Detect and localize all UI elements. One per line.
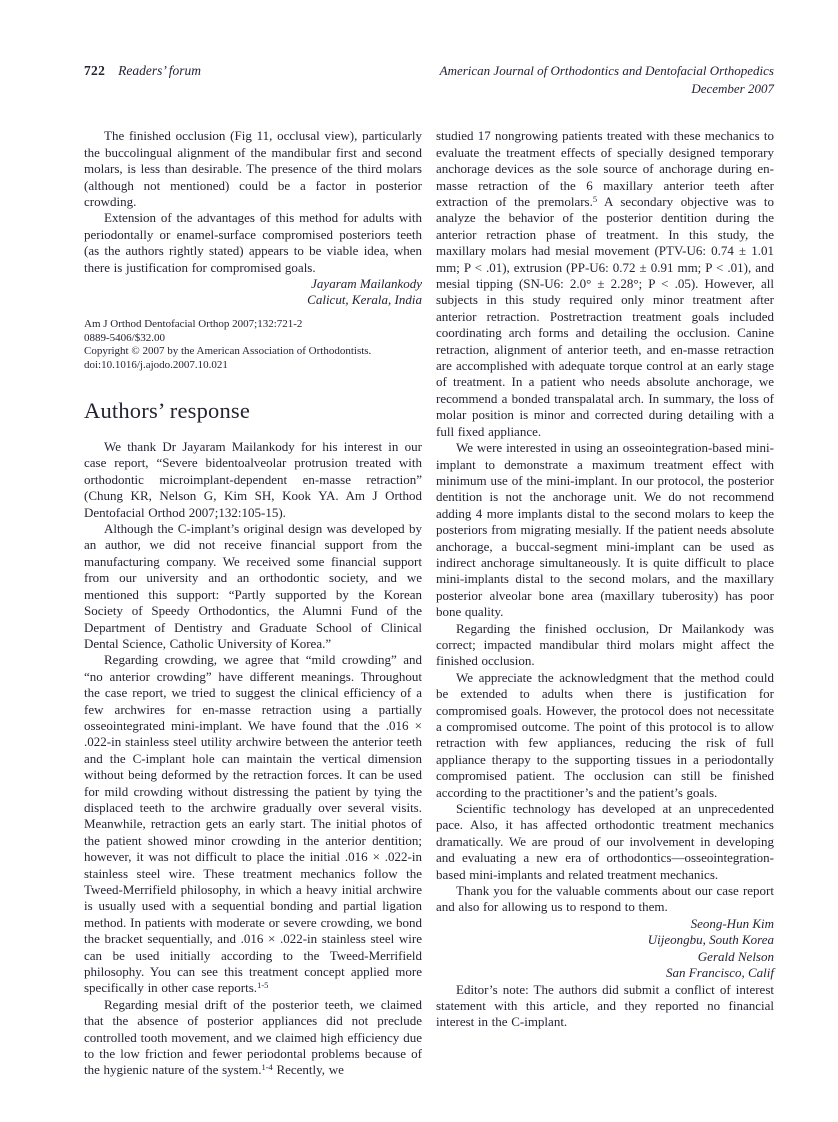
paragraph-finished-occlusion-reply: Regarding the finished occlusion, Dr Mailankody was correct; impacted mandibular third molars might affect the finished occlusion.	[436, 620, 774, 669]
section-heading: Authors’ response	[84, 398, 251, 424]
citation-line: 0889-5406/$32.00	[84, 331, 165, 344]
paragraph-extension: Extension of the advantages of this method for adults with periodontally or enamel-surface compromised posteriors teeth (as the authors rightly stated) appears to be viable idea, when there is justification for compromised goals.	[84, 210, 422, 275]
authors-signature	[436, 916, 774, 982]
paragraph-mesial-drift	[84, 997, 422, 1079]
reference-superscript: 1-5	[257, 980, 269, 991]
issue-date: December 2007	[691, 81, 774, 97]
paragraph-text: studied 17 nongrowing patients treated with these mechanics to evaluate the treatment effects of specially designed temporary anchorage devices as the sole source of anchorage during en-masse retraction of the 6 maxillary anterior teeth after extraction of the premolars.	[436, 128, 774, 209]
author-name: Gerald Nelson	[697, 948, 774, 964]
paragraph-thankyou: Thank you for the valuable comments about our case report and also for allowing us to respond to them.	[436, 883, 774, 915]
author-location: Uijeongbu, South Korea	[647, 932, 774, 948]
paragraph-interested: We were interested in using an osseointegration-based mini-implant to demonstrate a maximum treatment effect with minimum use of the mini-implant. In our protocol, the posterior dentition is not the anchorage unit. We do not recommend adding 4 more implants distal to the second molars to keep the posteriors from migrating mesially. If the patient needs absolute anchorage, a buccal-segment mini-implant can be used as indirect anchorage simultaneously. It is quite difficult to place mini-implants distal to the second molars, and the maxillary posterior alveolar bone area (maxillary tuberosity) has poor bone quality.	[436, 440, 774, 620]
journal-title: American Journal of Orthodontics and Dentofacial Orthopedics	[439, 63, 774, 78]
paragraph-text: Recently, we	[272, 1062, 344, 1078]
paragraph-appreciate: We appreciate the acknowledgment that the method could be extended to adults when there is justification for compromised goals. However, the protocol does not necessitate a compromised outcome. The point of this protocol is to allow retraction with few appliances, reducing the risk of full appliance therapy to the supporting tissues in a periodontally compromised patient. The occlusion can still be finished according to the practitioner’s and the patient’s goals.	[436, 669, 774, 800]
page-header	[84, 62, 774, 98]
running-head-right	[440, 62, 774, 98]
author-location: Calicut, Kerala, India	[307, 292, 422, 308]
section-title: Readers’ forum	[118, 63, 202, 78]
author-location: San Francisco, Calif	[666, 965, 774, 981]
citation-block	[84, 318, 422, 373]
citation-line: Am J Orthod Dentofacial Orthop 2007;132:721-2	[84, 317, 303, 330]
reference-superscript: 5	[592, 194, 598, 204]
left-column	[84, 128, 422, 1079]
paragraph-finished-occlusion: The finished occlusion (Fig 11, occlusal view), particularly the buccolingual alignment of the mandibular first and second molars, is less than desirable. The presence of the third molars (although not mentioned) could be a factor in posterior crowding.	[84, 128, 422, 209]
paragraph-scientific: Scientific technology has developed at an unprecedented pace. Also, it has affected orthodontic treatment mechanics dramatically. We are proud of our involvement in developing and evaluating a new era of orthodontics—osseointegration-based mini-implants and related treatment mechanics.	[436, 801, 774, 882]
right-column	[436, 128, 774, 1079]
article-body	[84, 128, 774, 1079]
paragraph-crowding	[84, 652, 422, 997]
citation-line: doi:10.1016/j.ajodo.2007.10.021	[84, 359, 228, 372]
running-head-left	[84, 62, 201, 80]
author-name: Jayaram Mailankody	[311, 276, 422, 292]
page-number: 722	[84, 63, 106, 78]
paragraph-studied	[436, 128, 774, 440]
paragraph-text: Regarding mesial drift of the posterior teeth, we claimed that the absence of posterior appliances did not preclude controlled tooth movement, and we claimed high efficiency due to the low friction and fewer periodontal problems because of the hygienic nature of the system.	[84, 996, 422, 1078]
citation-line: Copyright © 2007 by the American Association of Orthodontists.	[84, 345, 372, 358]
paragraph-although: Although the C-implant’s original design was developed by an author, we did not receive financial support from the manufacturing company. We received some financial support from our university and an orthodontic society, and we mentioned this support: “Partly supported by the Korean Society of Speedy Orthodontics, the Alumni Fund of the Department of Dentistry and Graduate School of Clinical Dental Science, Catholic University of Korea.”	[84, 521, 422, 651]
author-signature	[84, 276, 422, 309]
reference-superscript: 1-4	[261, 1062, 273, 1073]
paragraph-text: Regarding crowding, we agree that “mild crowding” and “no anterior crowding” have different meanings. Throughout the case report, we tried to suggest the clinical efficiency of a few archwires for en-masse retraction using a partially osseointegrated mini-implant. We have found that the .016 × .022-in stainless steel utility archwire between the anterior teeth and the C-implant hole can maintain the vertical dimension without being deformed by the retraction forces. It can be used for mild crowding without distressing the patient by tying the displaced teeth to the archwire gradually over several visits. Meanwhile, retraction gets an early start. The initial photos of the patient showed minor crowding in the anterior dentition; however, it was not difficult to place the initial .016 × .022-in stainless steel wire. These treatment mechanics follow the Tweed-Merrifield philosophy, in which a heavy initial archwire is usually used with a sequential bonding and partial ligation method. In patients with moderate or severe crowding, we bond the bracket sequentially, and .016 × .022-in stainless steel wire can be used initially according to the Tweed-Merrifield philosophy. You can see this treatment concept applied more specifically in other case reports.	[84, 652, 422, 996]
paragraph-thanks: We thank Dr Jayaram Mailankody for his interest in our case report, “Severe bidentoalveolar protrusion treated with orthodontic microimplant-dependent en-masse retraction” (Chung KR, Nelson G, Kim SH, Kook YA. Am J Orthod Dentofacial Orthod 2007;132:105-15).	[84, 439, 422, 520]
paragraph-text: A secondary objective was to analyze the behavior of the posterior dentition during the anterior retraction phase of treatment. In this study, the maxillary molars had mesial movement (PTV-U6: 0.74 ± 1.01 mm; P < .01), extrusion (PP-U6: 0.72 ± 0.91 mm; P < .01), and mesial tipping (SN-U6: 2.0° ± 2.28°; P < .05). However, all subjects in this study required only minor treatment after anterior retraction. Postretraction treatment goals included coordinating arch forms and detailing the occlusion. Canine retraction, alignment of anterior teeth, and en-masse retraction are accomplished with adequate torque control at an early stage of treatment. In a patient who needs absolute anchorage, we recommend a bonded transpalatal arch. In summary, the loss of molar position is minor and corrected during detailing with a full fixed appliance.	[436, 194, 774, 439]
author-name: Seong-Hun Kim	[690, 915, 774, 931]
editors-note: Editor’s note: The authors did submit a conflict of interest statement with this article, and they reported no financial interest in the C-implant.	[436, 981, 774, 1030]
